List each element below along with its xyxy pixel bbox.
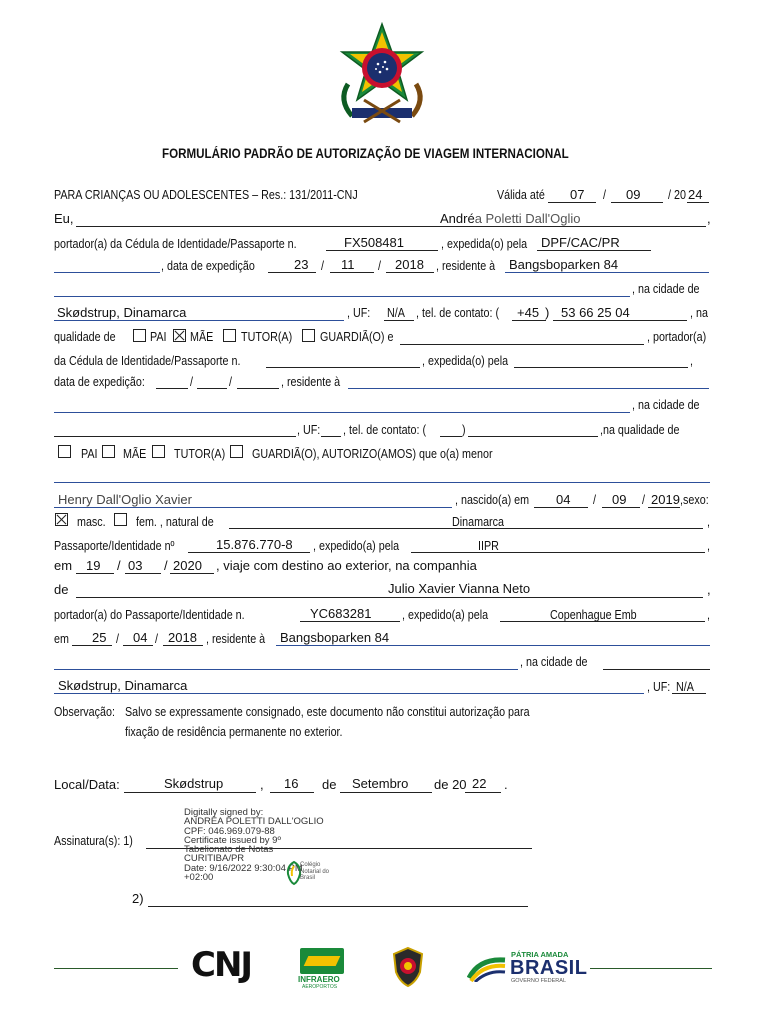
validity-month: 09 bbox=[626, 187, 641, 202]
infraero-logo: INFRAERO AEROPORTOS bbox=[298, 948, 348, 988]
form-subtitle: PARA CRIANÇAS OU ADOLESCENTES – Res.: 131/2011-CNJ bbox=[54, 188, 358, 202]
travel-day: 19 bbox=[86, 558, 101, 573]
exp-month: 11 bbox=[341, 257, 355, 272]
observation-line-1: Salvo se expressamente consignado, este documento não constitui autorização para bbox=[125, 705, 530, 719]
tutor-checkbox-2[interactable] bbox=[152, 445, 165, 458]
authorizer-doc: FX508481 bbox=[344, 235, 404, 250]
tel-code: +45 bbox=[517, 305, 540, 320]
observation-line-2: fixação de residência permanente no exterior. bbox=[125, 725, 343, 739]
police-badge-icon bbox=[390, 946, 426, 988]
coat-of-arms-icon bbox=[334, 22, 430, 130]
mae-checkbox[interactable] bbox=[173, 329, 186, 342]
local-month: Setembro bbox=[352, 776, 409, 791]
authorizer-uf: N/A bbox=[387, 306, 405, 320]
masc-checkbox[interactable] bbox=[55, 513, 68, 526]
minor-name: Henry Dall'Oglio Xavier bbox=[58, 492, 192, 507]
companion-name: Julio Xavier Vianna Neto bbox=[388, 581, 531, 596]
local-day: 16 bbox=[284, 776, 299, 791]
companion-exp-month: 04 bbox=[133, 630, 148, 645]
digital-signature-block: Digitally signed by: ANDRÉA POLETTI DALL'OGLIO CPF: 046.969.079-88 Certificate issued by 9º Tabelionato de Notas CURITIBA/PR Date: 9/16/2022 9:30:04 PM +02:00 bbox=[184, 807, 324, 884]
authorizer-city: Skødstrup, Dinamarca bbox=[57, 305, 187, 320]
exp-day: 23 bbox=[294, 257, 309, 272]
cnj-logo: CNJ bbox=[191, 945, 252, 985]
signature-label-1: Assinatura(s): 1) bbox=[54, 834, 133, 848]
form-title: FORMULÁRIO PADRÃO DE AUTORIZAÇÃO DE VIAGEM INTERNACIONAL bbox=[162, 146, 569, 161]
local-year: 22 bbox=[472, 776, 487, 791]
travel-year: 2020 bbox=[173, 558, 202, 573]
local-label: Local/Data: bbox=[54, 777, 120, 792]
minor-doc-issuer: IIPR bbox=[478, 539, 499, 553]
fem-checkbox[interactable] bbox=[114, 513, 127, 526]
companion-address: Bangsboparken 84 bbox=[280, 630, 390, 645]
companion-city: Skødstrup, Dinamarca bbox=[58, 678, 188, 693]
companion-doc-issuer: Copenhague Emb bbox=[550, 608, 637, 622]
companion-doc: YC683281 bbox=[310, 606, 372, 621]
minor-doc: 15.876.770-8 bbox=[216, 537, 293, 552]
mae-checkbox-2[interactable] bbox=[102, 445, 115, 458]
authorizer-address: Bangsboparken 84 bbox=[509, 257, 619, 272]
birth-year: 2019 bbox=[651, 492, 680, 507]
pai-checkbox[interactable] bbox=[133, 329, 146, 342]
tutor-checkbox[interactable] bbox=[223, 329, 236, 342]
companion-exp-day: 25 bbox=[92, 630, 107, 645]
brasil-flag-icon bbox=[467, 954, 507, 982]
birth-day: 04 bbox=[556, 492, 571, 507]
authorizer-tel: 53 66 25 04 bbox=[561, 305, 630, 320]
brasil-logo: PÁTRIA AMADA BRASIL GOVERNO FEDERAL bbox=[467, 950, 579, 984]
validity-year: 24 bbox=[688, 187, 703, 202]
birth-month: 09 bbox=[612, 492, 627, 507]
validity-day: 07 bbox=[570, 187, 585, 202]
pai-checkbox-2[interactable] bbox=[58, 445, 71, 458]
travel-month: 03 bbox=[128, 558, 143, 573]
guardia-checkbox-2[interactable] bbox=[230, 445, 243, 458]
local-place: Skødstrup bbox=[164, 776, 224, 791]
eu-label: Eu, bbox=[54, 211, 74, 226]
observation-label: Observação: bbox=[54, 705, 115, 719]
validity-label: Válida até bbox=[497, 188, 545, 202]
signature-label-2: 2) bbox=[132, 891, 144, 906]
companion-exp-year: 2018 bbox=[168, 630, 197, 645]
guardia-checkbox[interactable] bbox=[302, 329, 315, 342]
companion-uf: N/A bbox=[676, 680, 694, 694]
authorizer-issuer: DPF/CAC/PR bbox=[541, 235, 620, 250]
minor-birthplace: Dinamarca bbox=[452, 515, 504, 529]
exp-year: 2018 bbox=[395, 257, 424, 272]
validity-year-prefix: / 20 bbox=[668, 188, 686, 202]
id-label: portador(a) da Cédula de Identidade/Passaporte n. bbox=[54, 237, 297, 251]
notary-seal-icon: Colégio Notarial do Brasil bbox=[282, 858, 338, 888]
authorizer-name: Andréa Poletti Dall'Oglio bbox=[440, 211, 581, 226]
